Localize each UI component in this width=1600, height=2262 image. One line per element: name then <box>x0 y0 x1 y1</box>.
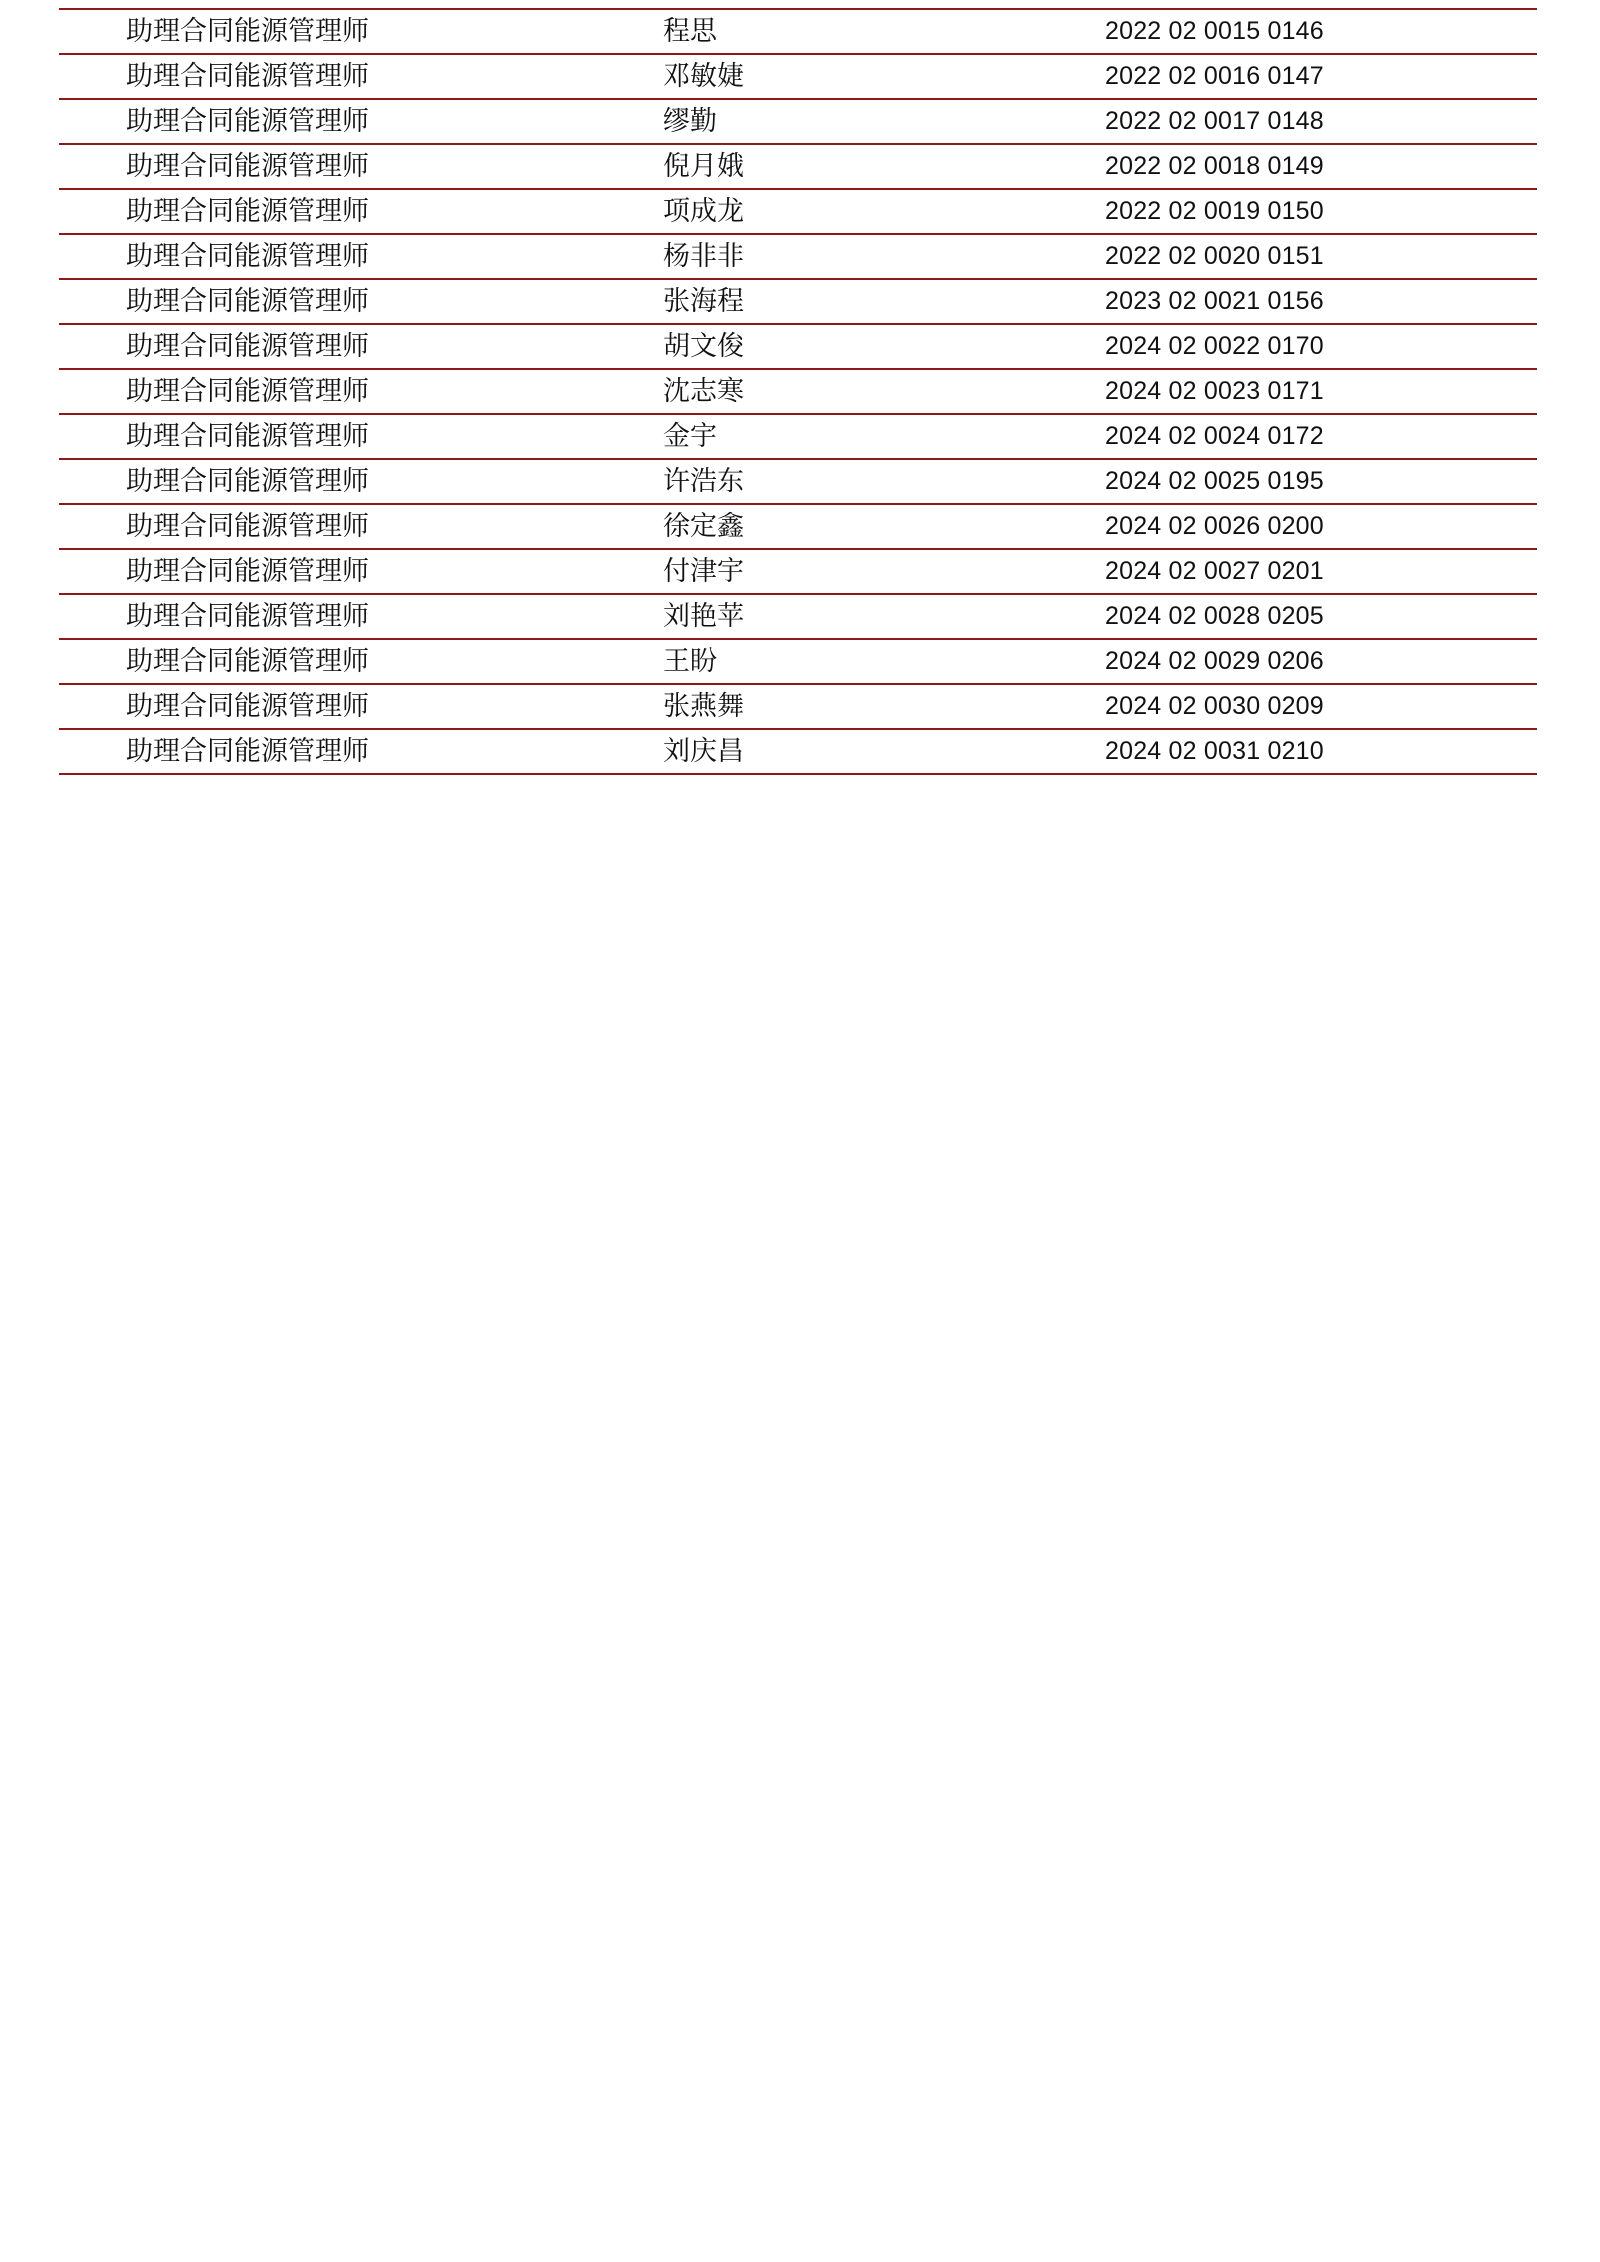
name-cell: 缪勤 <box>663 106 717 137</box>
certificate-number-cell: 2022 02 0019 0150 <box>1105 197 1324 225</box>
title-cell: 助理合同能源管理师 <box>126 241 369 272</box>
table-row <box>59 505 1537 550</box>
name-cell: 沈志寒 <box>663 376 744 407</box>
title-cell: 助理合同能源管理师 <box>126 331 369 362</box>
certificate-number-cell: 2024 02 0026 0200 <box>1105 512 1324 540</box>
table-row <box>59 595 1537 640</box>
title-cell: 助理合同能源管理师 <box>126 16 369 47</box>
table-row <box>59 55 1537 100</box>
title-cell: 助理合同能源管理师 <box>126 691 369 722</box>
certificate-number-cell: 2024 02 0022 0170 <box>1105 332 1324 360</box>
certificate-number-cell: 2023 02 0021 0156 <box>1105 287 1324 315</box>
table-row <box>59 10 1537 55</box>
title-cell: 助理合同能源管理师 <box>126 556 369 587</box>
name-cell: 倪月娥 <box>663 151 744 182</box>
name-cell: 张燕舞 <box>663 691 744 722</box>
title-cell: 助理合同能源管理师 <box>126 61 369 92</box>
certificate-number-cell: 2024 02 0025 0195 <box>1105 467 1324 495</box>
name-cell: 许浩东 <box>663 466 744 497</box>
title-cell: 助理合同能源管理师 <box>126 286 369 317</box>
table-row <box>59 235 1537 280</box>
title-cell: 助理合同能源管理师 <box>126 196 369 227</box>
certificate-number-cell: 2024 02 0023 0171 <box>1105 377 1324 405</box>
certificate-number-cell: 2022 02 0017 0148 <box>1105 107 1324 135</box>
certificate-number-cell: 2022 02 0015 0146 <box>1105 17 1324 45</box>
name-cell: 王盼 <box>663 646 717 677</box>
name-cell: 刘庆昌 <box>663 736 744 767</box>
name-cell: 程思 <box>663 16 717 47</box>
certificate-number-cell: 2022 02 0016 0147 <box>1105 62 1324 90</box>
certificate-number-cell: 2022 02 0018 0149 <box>1105 152 1324 180</box>
table-row <box>59 415 1537 460</box>
certificate-number-cell: 2024 02 0029 0206 <box>1105 647 1324 675</box>
table-row <box>59 685 1537 730</box>
name-cell: 刘艳苹 <box>663 601 744 632</box>
table-row <box>59 370 1537 415</box>
title-cell: 助理合同能源管理师 <box>126 106 369 137</box>
table-row <box>59 550 1537 595</box>
table-row <box>59 730 1537 775</box>
name-cell: 付津宇 <box>663 556 744 587</box>
certificate-number-cell: 2022 02 0020 0151 <box>1105 242 1324 270</box>
table-row <box>59 325 1537 370</box>
title-cell: 助理合同能源管理师 <box>126 466 369 497</box>
title-cell: 助理合同能源管理师 <box>126 736 369 767</box>
title-cell: 助理合同能源管理师 <box>126 376 369 407</box>
certificate-number-cell: 2024 02 0027 0201 <box>1105 557 1324 585</box>
name-cell: 胡文俊 <box>663 331 744 362</box>
title-cell: 助理合同能源管理师 <box>126 601 369 632</box>
certificate-table <box>59 8 1537 775</box>
title-cell: 助理合同能源管理师 <box>126 421 369 452</box>
name-cell: 邓敏婕 <box>663 61 744 92</box>
name-cell: 徐定鑫 <box>663 511 744 542</box>
certificate-number-cell: 2024 02 0028 0205 <box>1105 602 1324 630</box>
name-cell: 杨非非 <box>663 241 744 272</box>
title-cell: 助理合同能源管理师 <box>126 151 369 182</box>
certificate-number-cell: 2024 02 0031 0210 <box>1105 737 1324 765</box>
certificate-number-cell: 2024 02 0030 0209 <box>1105 692 1324 720</box>
table-row <box>59 280 1537 325</box>
title-cell: 助理合同能源管理师 <box>126 511 369 542</box>
table-row <box>59 145 1537 190</box>
table-row <box>59 100 1537 145</box>
title-cell: 助理合同能源管理师 <box>126 646 369 677</box>
name-cell: 项成龙 <box>663 196 744 227</box>
name-cell: 金宇 <box>663 421 717 452</box>
table-row <box>59 460 1537 505</box>
table-row <box>59 190 1537 235</box>
name-cell: 张海程 <box>663 286 744 317</box>
table-row <box>59 640 1537 685</box>
certificate-number-cell: 2024 02 0024 0172 <box>1105 422 1324 450</box>
